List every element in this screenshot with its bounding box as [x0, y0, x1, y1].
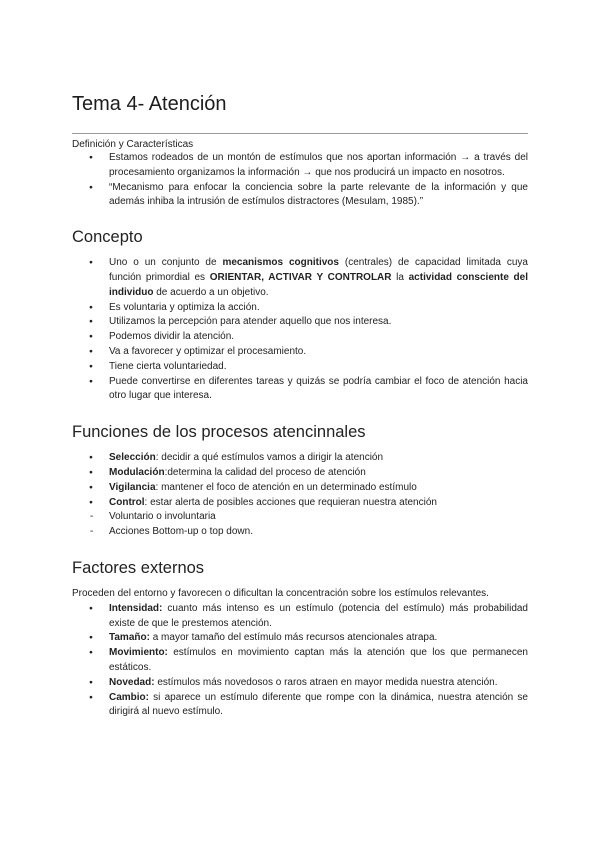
title-divider: [72, 133, 528, 134]
factors-intro: Proceden del entorno y favorecen o dificultan la concentración sobre los estímulos relevantes.: [72, 587, 489, 599]
section-heading-factores: Factores externos: [72, 558, 205, 577]
list-item: - Acciones Bottom-up o top down.: [72, 525, 528, 540]
functions-list: [72, 451, 528, 540]
list-item: ● Tiene cierta voluntariedad.: [72, 360, 528, 375]
concept-list: [72, 256, 528, 404]
definition-list: [72, 151, 528, 210]
list-item: ● Uno o un conjunto de mecanismos cognitivos (centrales) de capacidad limitada cuya función primordial es ORIENTAR, ACTIVAR Y CONTROLAR la actividad consciente del individuo de acuerdo a un objetivo.: [72, 256, 528, 300]
section-heading-funciones: Funciones de los procesos atencinnales: [72, 423, 366, 442]
list-item: ● Modulación:determina la calidad del proceso de atención: [72, 466, 528, 481]
list-item: ● Tamaño: a mayor tamaño del estímulo más recursos atencionales atrapa.: [72, 631, 528, 646]
list-item: ● Estamos rodeados de un montón de estímulos que nos aportan información → a través del procesamiento organizamos la información → que nos producirá un impacto en nosotros.: [72, 151, 528, 181]
list-item: ● Novedad: estímulos más novedosos o raros atraen en mayor medida nuestra atención.: [72, 676, 528, 691]
factors-list: [72, 602, 528, 720]
section-heading-concepto: Concepto: [72, 228, 143, 247]
list-item: ● Va a favorecer y optimizar el procesamiento.: [72, 345, 528, 360]
list-item: ● Puede convertirse en diferentes tareas y quizás se podría cambiar el foco de atención hacia otro lugar que interesa.: [72, 375, 528, 405]
list-item: ● “Mecanismo para enfocar la conciencia sobre la parte relevante de la información y que además inhiba la intrusión de estímulos distractores (Mesulam, 1985).”: [72, 181, 528, 211]
list-item: ● Vigilancia: mantener el foco de atención en un determinado estímulo: [72, 481, 528, 496]
definition-label: Definición y Características: [72, 139, 194, 150]
list-item: ● Intensidad: cuanto más intenso es un estímulo (potencia del estímulo) más probabilidad existe de que le prestemos atención.: [72, 602, 528, 632]
list-item: ● Movimiento: estímulos en movimiento captan más la atención que los que permanecen estáticos.: [72, 646, 528, 676]
list-item: ● Es voluntaria y optimiza la acción.: [72, 301, 528, 316]
list-item: ● Control: estar alerta de posibles acciones que requieran nuestra atención: [72, 496, 528, 511]
list-item: ● Cambio: si aparece un estímulo diferente que rompe con la dinámica, nuestra atención se dirigirá al nuevo estímulo.: [72, 691, 528, 721]
document-body: [72, 92, 528, 720]
list-item: ● Podemos dividir la atención.: [72, 330, 528, 345]
list-item: ● Utilizamos la percepción para atender aquello que nos interesa.: [72, 315, 528, 330]
list-item: - Voluntario o involuntaria: [72, 510, 528, 525]
page-title: Tema 4- Atención: [72, 93, 227, 115]
list-item: ● Selección: decidir a qué estímulos vamos a dirigir la atención: [72, 451, 528, 466]
